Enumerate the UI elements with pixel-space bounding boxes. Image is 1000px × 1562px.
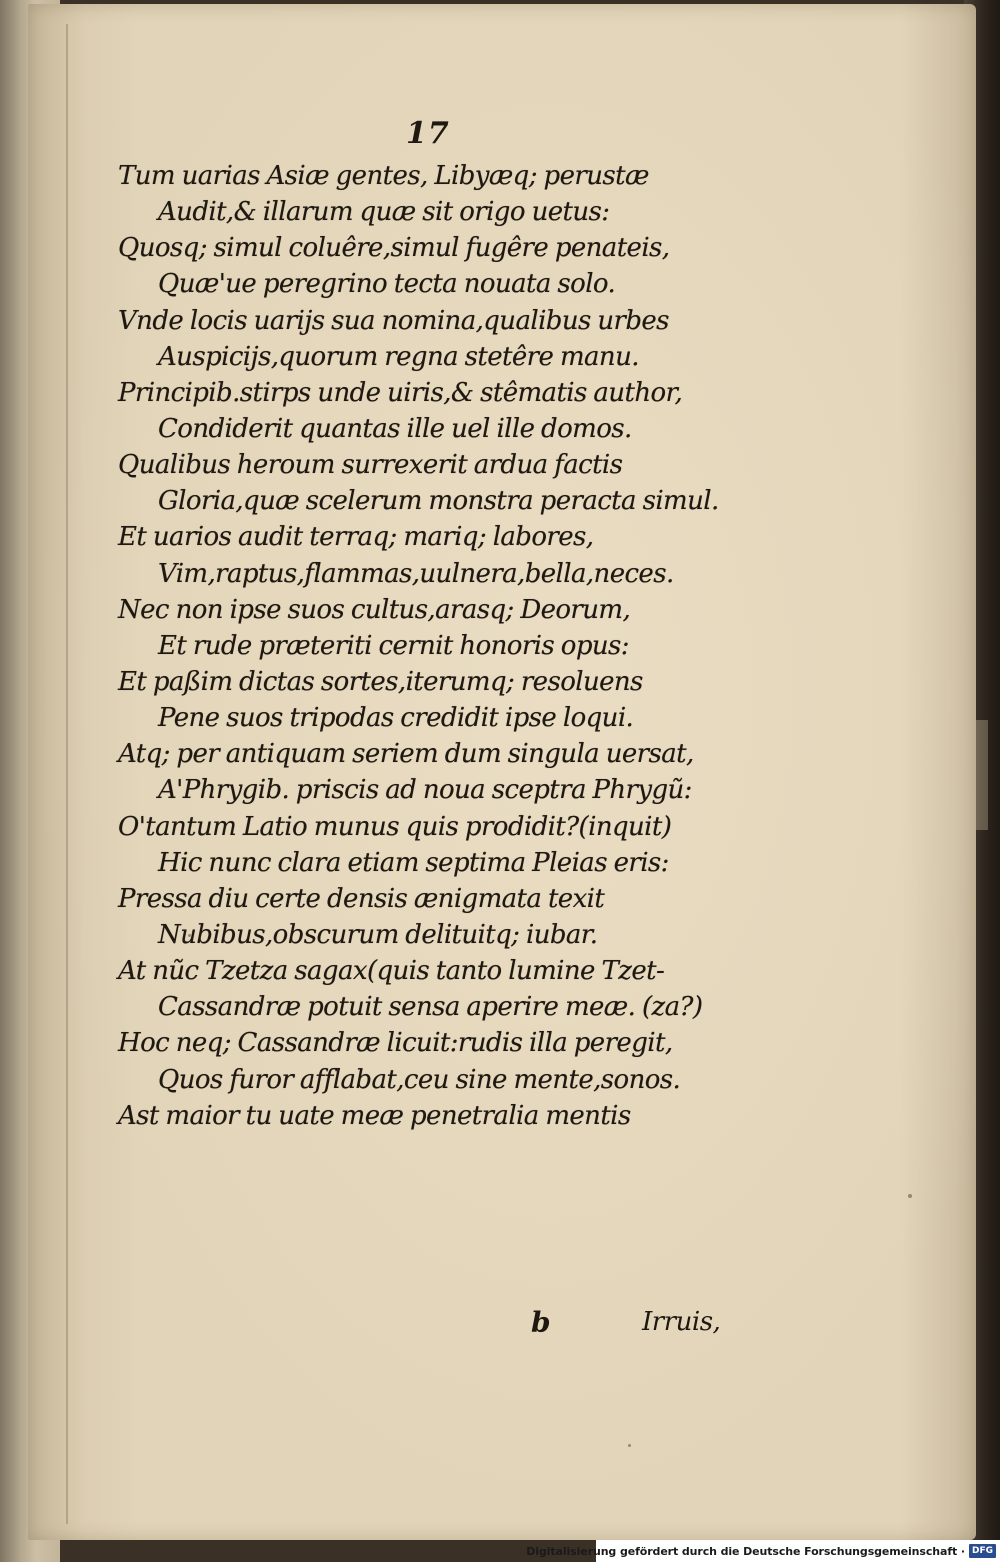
- verse-line: Et paßim dictas sortes,iterumq; resoluens: [118, 666, 643, 697]
- digitization-credit: [526, 1540, 1000, 1562]
- verse-line: Audit,& illarum quæ sit origo uetus:: [158, 197, 610, 228]
- verse-line: Qualibus heroum surrexerit ardua factis: [118, 450, 623, 481]
- verse-block: [118, 158, 758, 1134]
- verse-line: Auspicijs,quorum regna stetêre manu.: [158, 341, 639, 372]
- verse-line: Hoc neq; Cassandræ licuit:rudis illa peregit,: [118, 1028, 673, 1059]
- verse-line: Condiderit quantas ille uel ille domos.: [158, 413, 632, 444]
- verse-line: Vim,raptus,flammas,uulnera,bella,neces.: [158, 558, 674, 589]
- gutter-line: [66, 24, 68, 1524]
- page-number: 17: [406, 116, 450, 151]
- verse-line: Cassandræ potuit sensa aperire meæ. (za?): [158, 992, 703, 1023]
- verse-line: Et uarios audit terraq; mariq; labores,: [118, 522, 594, 553]
- verse-line: A'Phrygib. priscis ad noua sceptra Phrygũ:: [158, 775, 692, 806]
- verse-line: Atq; per antiquam seriem dum singula uersat,: [118, 739, 694, 770]
- verse-line: Nec non ipse suos cultus,arasq; Deorum,: [118, 594, 631, 625]
- verse-line: Quos furor afflabat,ceu sine mente,sonos.: [158, 1064, 681, 1095]
- verse-line: Nubibus,obscurum delituitq; iubar.: [158, 919, 598, 950]
- verse-line: Quosq; simul coluêre,simul fugêre penateis,: [118, 233, 670, 264]
- paper-speck: [908, 1194, 912, 1198]
- verse-line: Ast maior tu uate meæ penetralia mentis: [118, 1100, 631, 1131]
- verse-line: Vnde locis uarijs sua nomina,qualibus urbes: [118, 305, 669, 336]
- signature-mark: b: [531, 1306, 551, 1339]
- catchword: Irruis,: [642, 1307, 721, 1337]
- paper-speck: [188, 934, 191, 937]
- verse-line: Quæ'ue peregrino tecta nouata solo.: [158, 269, 616, 300]
- verse-line: Hic nunc clara etiam septima Pleias eris:: [158, 847, 669, 878]
- dfg-logo-icon: DFG: [969, 1544, 996, 1558]
- verse-line: Et rude præteriti cernit honoris opus:: [158, 630, 629, 661]
- verse-line: Pressa diu certe densis ænigmata texit: [118, 883, 605, 914]
- paper-speck: [628, 1444, 631, 1447]
- verse-line: O'tantum Latio munus quis prodidit?(inquit): [118, 811, 672, 842]
- verse-line: Tum uarias Asiæ gentes, Libyæq; perustæ: [118, 161, 649, 191]
- verse-line: At nũc Tzetza sagax(quis tanto lumine Tzet-: [118, 956, 665, 987]
- verse-line: Pene suos tripodas credidit ipse loqui.: [158, 703, 634, 734]
- credit-text: Digitalisierung gefördert durch die Deutsche Forschungsgemeinschaft ·: [526, 1544, 965, 1558]
- verse-line: Principib.stirps unde uiris,& stêmatis author,: [118, 377, 683, 408]
- verse-line: Gloria,quæ scelerum monstra peracta simul.: [158, 486, 719, 517]
- book-page: [28, 4, 976, 1540]
